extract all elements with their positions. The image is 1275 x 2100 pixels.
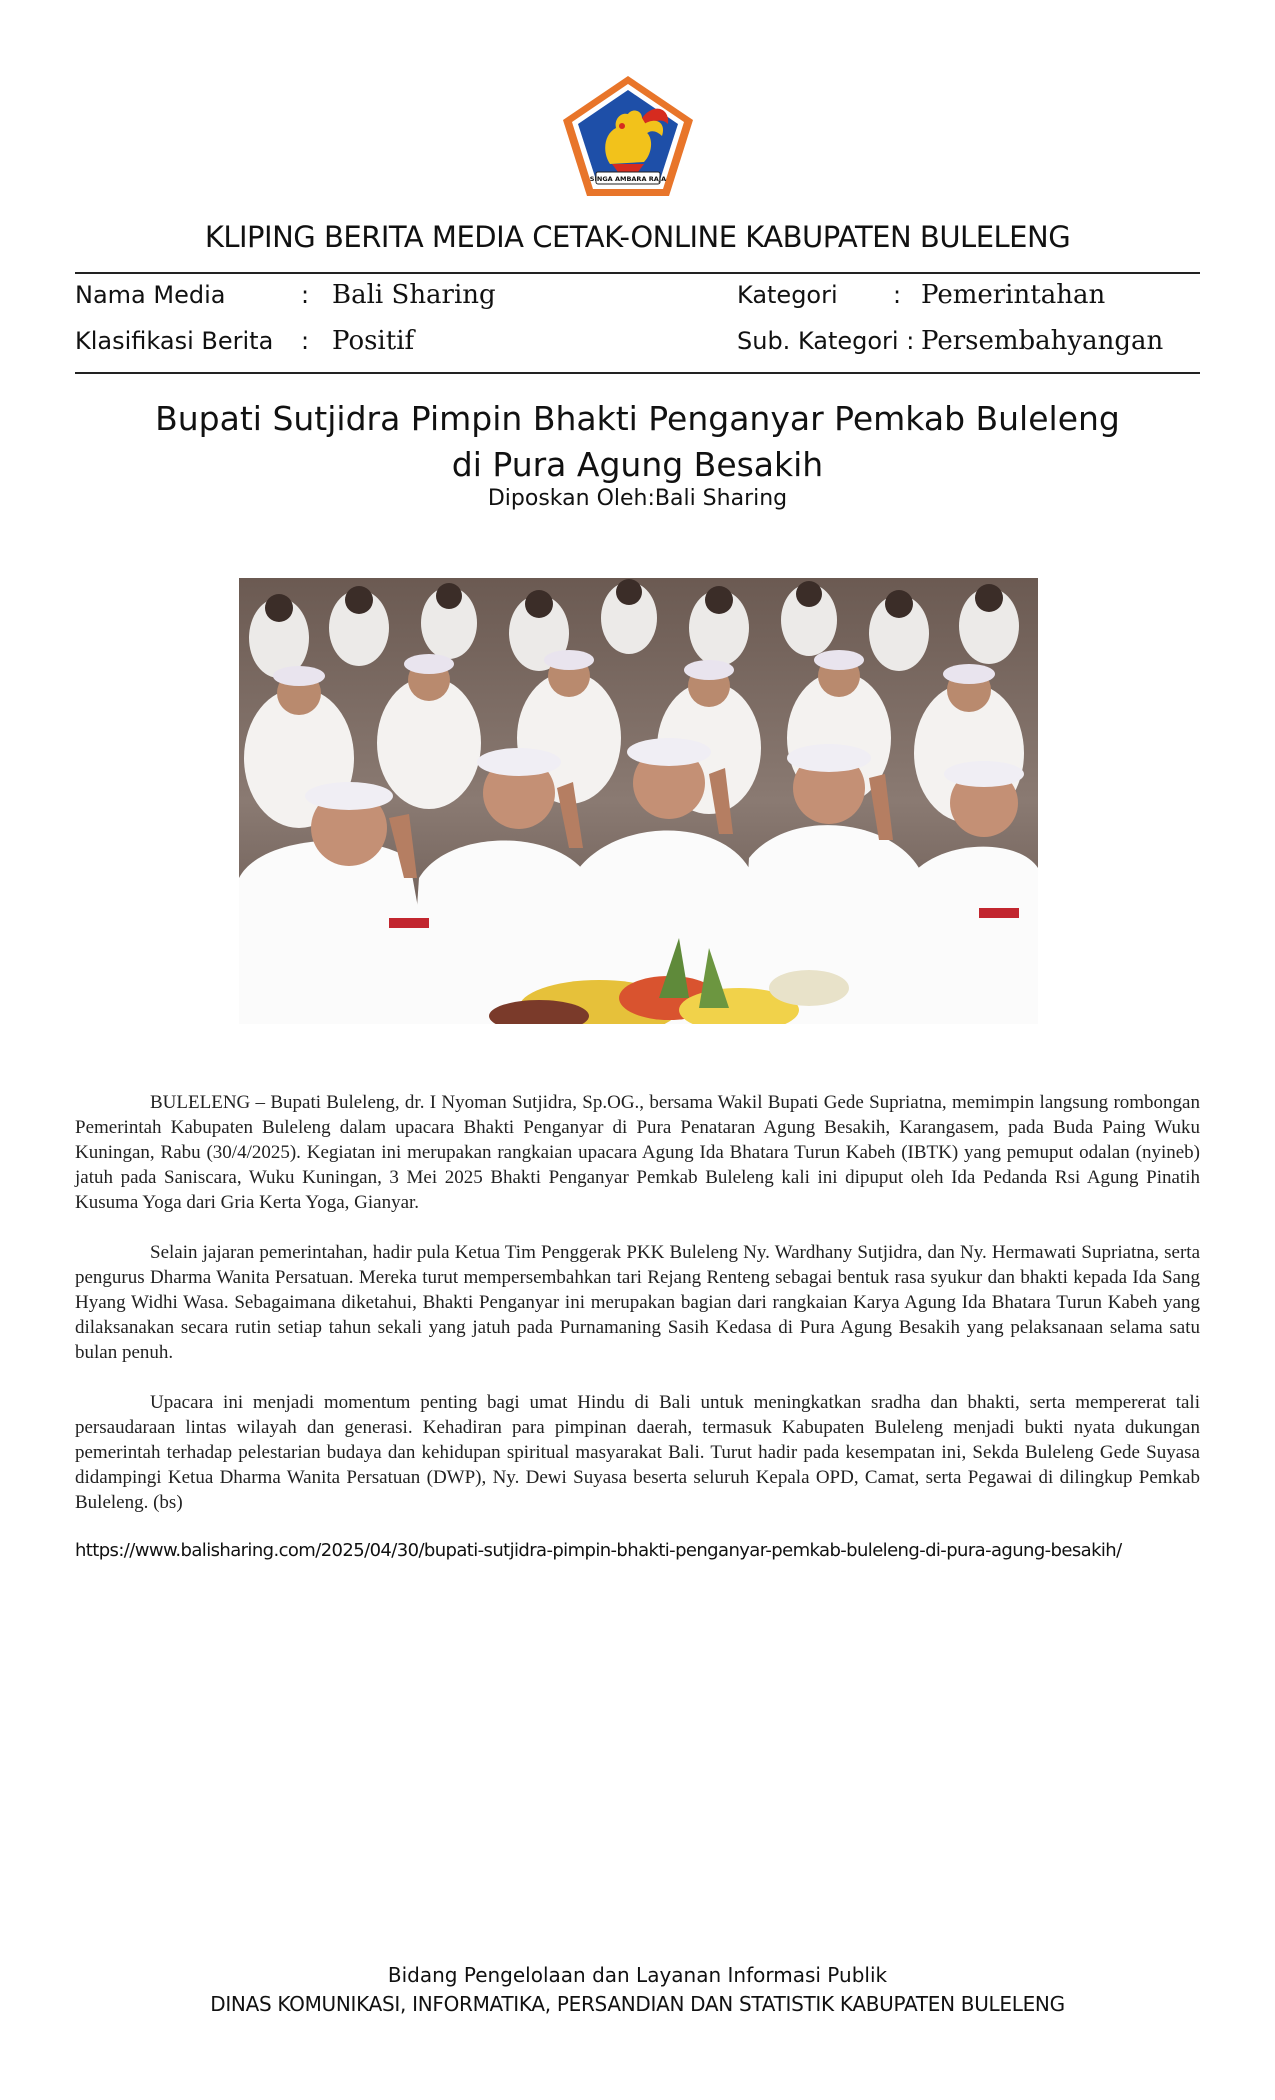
divider-top (75, 272, 1200, 274)
sub-kategori-label: Sub. Kategori : (737, 327, 915, 355)
article-headline (0, 396, 1275, 488)
divider-bottom (75, 372, 1200, 374)
article-byline: Diposkan Oleh:Bali Sharing (487, 486, 788, 511)
headline-line-1: Bupati Sutjidra Pimpin Bhakti Penganyar Pemkab Buleleng (155, 399, 1120, 438)
nama-media-colon: : (301, 281, 310, 309)
klasifikasi-label: Klasifikasi Berita (75, 327, 274, 355)
kategori-label: Kategori (737, 281, 838, 309)
article-body (75, 1090, 1200, 1540)
article-photo (239, 578, 1038, 1024)
page-title: KLIPING BERITA MEDIA CETAK-ONLINE KABUPATEN BULELENG (204, 220, 1071, 254)
buleleng-regency-logo (558, 72, 698, 200)
nama-media-label: Nama Media (75, 281, 226, 309)
article-paragraph-2: Selain jajaran pemerintahan, hadir pula Ketua Tim Penggerak PKK Buleleng Ny. Wardhany Sutjidra, dan Ny. Hermawati Supriatna, serta pengurus Dharma Wanita Persatuan. Mereka turut mempersembahkan tari Rejang Renteng sebagai bentuk rasa syukur dan bhakti kepada Ida Sang Hyang Widhi Wasa. Sebagaimana diketahui, Bhakti Penganyar ini merupakan bagian dari rangkaian Karya Agung Ida Bhatara Turun Kabeh yang dilaksanakan secara rutin setiap tahun sekali yang jatuh pada Purnamaning Sasih Kedasa di Pura Agung Besakih yang pelaksanaan selama satu bulan penuh. (75, 1242, 1200, 1363)
ceremony-photo-illustration (239, 578, 1038, 1024)
headline-line-2: di Pura Agung Besakih (451, 445, 824, 484)
article-paragraph-3: Upacara ini menjadi momentum penting bagi umat Hindu di Bali untuk meningkatkan sradha dan bhakti, serta mempererat tali persaudaraan lintas wilayah dan generasi. Kehadiran para pimpinan daerah, termasuk Kabupaten Buleleng menjadi bukti nyata dukungan pemerintah terhadap pelestarian budaya dan kehidupan spiritual masyarakat Bali. Turut hadir pada kesempatan ini, Sekda Buleleng Gede Suyasa didampingi Ketua Dharma Wanita Persatuan (DWP), Ny. Dewi Suyasa beserta seluruh Kepala OPD, Camat, serta Pegawai di dilingkup Pemkab Buleleng. (bs) (75, 1392, 1200, 1513)
footer-agency: DINAS KOMUNIKASI, INFORMATIKA, PERSANDIAN DAN STATISTIK KABUPATEN BULELENG (210, 1992, 1065, 2016)
logo-motto: SINGA AMBARA RAJA (589, 175, 667, 183)
source-url-link[interactable]: https://www.balisharing.com/2025/04/30/bupati-sutjidra-pimpin-bhakti-penganyar-pemkab-buleleng-di-pura-agung-besakih/ (75, 1540, 1122, 1561)
klasifikasi-value: Positif (332, 326, 415, 356)
sub-kategori-value: Persembahyangan (921, 326, 1164, 356)
klasifikasi-colon: : (301, 327, 310, 355)
footer-division: Bidang Pengelolaan dan Layanan Informasi Publik (387, 1963, 888, 1987)
kategori-colon: : (893, 281, 902, 309)
article-paragraph-1: BULELENG – Bupati Buleleng, dr. I Nyoman Sutjidra, Sp.OG., bersama Wakil Bupati Gede Supriatna, memimpin langsung rombongan Pemerintah Kabupaten Buleleng dalam upacara Bhakti Penganyar di Pura Penataran Agung Besakih, Karangasem, pada Buda Paing Wuku Kuningan, Rabu (30/4/2025). Kegiatan ini merupakan rangkaian upacara Agung Ida Bhatara Turun Kabeh (IBTK) yang pemuput odalan (nyineb) jatuh pada Saniscara, Wuku Kuningan, 3 Mei 2025 Bhakti Penganyar Pemkab Buleleng kali ini dipuput oleh Ida Pedanda Rsi Agung Pinatih Kusuma Yoga dari Gria Kerta Yoga, Gianyar. (75, 1092, 1200, 1213)
kategori-value: Pemerintahan (921, 280, 1106, 310)
singa-ambara-raja-emblem-icon (558, 72, 698, 200)
nama-media-value: Bali Sharing (332, 280, 496, 310)
